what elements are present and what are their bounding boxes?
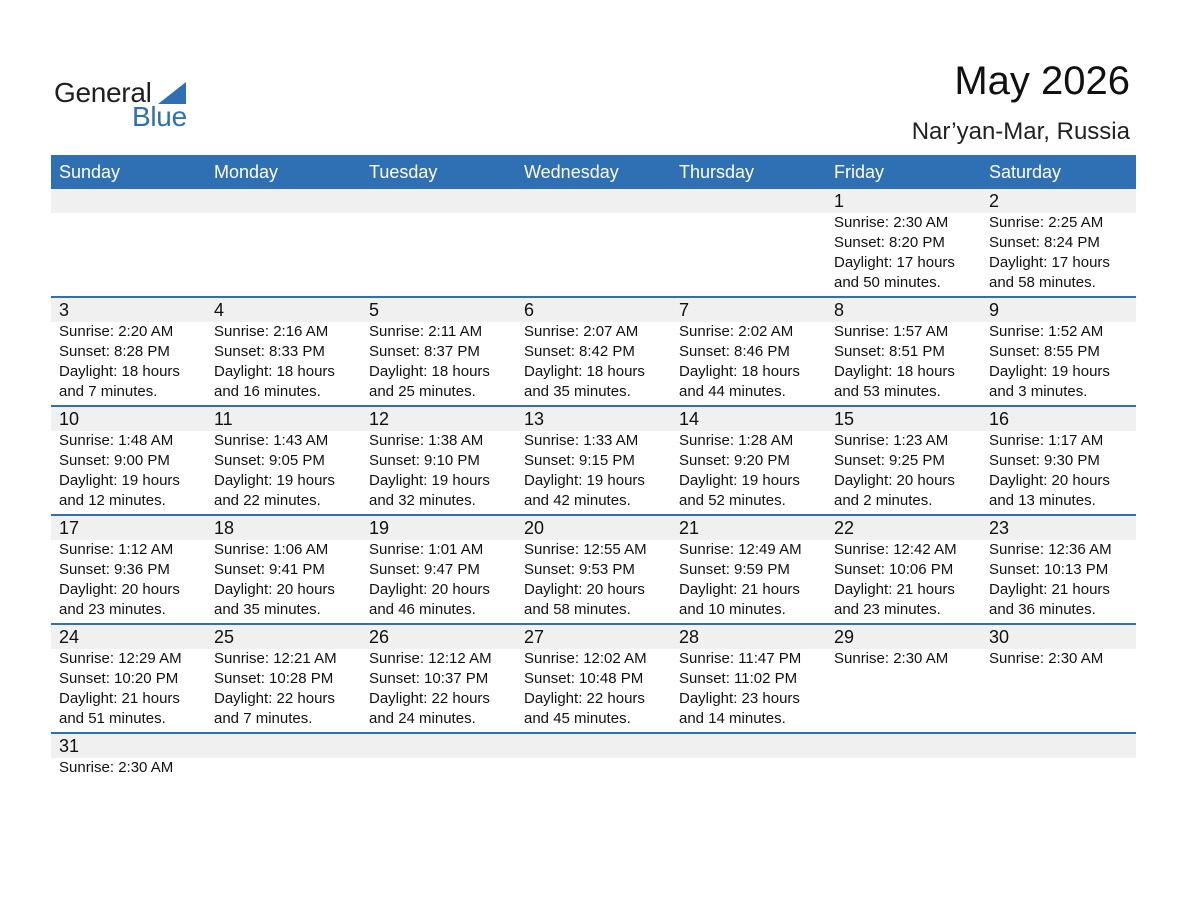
day-number: 17 [59, 518, 80, 538]
day-daylight2: and 23 minutes. [834, 601, 941, 618]
day-daylight2: and 7 minutes. [59, 383, 158, 400]
day-number [369, 189, 516, 213]
week-row [51, 298, 1136, 407]
logo-blue-text: Blue [132, 101, 187, 132]
day-sunset: Sunset: 9:59 PM [679, 561, 790, 578]
day-daylight2: and 35 minutes. [214, 601, 321, 618]
day-cell [516, 407, 671, 514]
day-cell [826, 625, 981, 732]
weekday-header [51, 155, 1136, 189]
day-daylight1: Daylight: 21 hours [834, 581, 955, 598]
day-sunrise: Sunrise: 12:42 AM [834, 541, 957, 558]
day-daylight1: Daylight: 19 hours [214, 472, 335, 489]
day-cell [981, 625, 1136, 732]
day-daylight2: and 51 minutes. [59, 710, 166, 727]
day-sunrise: Sunrise: 2:02 AM [679, 323, 794, 340]
day-number: 3 [59, 300, 70, 320]
day-daylight1: Daylight: 17 hours [834, 254, 955, 271]
day-sunset: Sunset: 8:42 PM [524, 343, 635, 360]
day-daylight2: and 3 minutes. [989, 383, 1088, 400]
day-daylight1: Daylight: 18 hours [524, 363, 645, 380]
day-sunset: Sunset: 8:20 PM [834, 234, 945, 251]
day-daylight1: Daylight: 19 hours [369, 472, 490, 489]
week-days [51, 298, 1136, 405]
day-daylight2: and 10 minutes. [679, 601, 786, 618]
day-number: 27 [524, 627, 545, 647]
day-cell [206, 734, 361, 843]
day-daylight1: Daylight: 18 hours [214, 363, 335, 380]
calendar [51, 155, 1136, 843]
day-daylight1: Daylight: 21 hours [59, 690, 180, 707]
day-sunset: Sunset: 8:24 PM [989, 234, 1100, 251]
day-number: 14 [679, 409, 700, 429]
day-daylight1: Daylight: 20 hours [524, 581, 645, 598]
day-cell [981, 734, 1136, 843]
day-cell [206, 189, 361, 296]
day-daylight1: Daylight: 23 hours [679, 690, 800, 707]
day-daylight2: and 2 minutes. [834, 492, 933, 509]
day-cell [361, 625, 516, 732]
day-cell [361, 298, 516, 405]
day-cell [671, 625, 826, 732]
day-sunset: Sunset: 8:37 PM [369, 343, 480, 360]
logo [54, 78, 194, 130]
day-cell [51, 298, 206, 405]
day-sunrise: Sunrise: 1:01 AM [369, 541, 484, 558]
day-number: 1 [834, 191, 845, 211]
day-cell [516, 516, 671, 623]
day-cell [981, 298, 1136, 405]
day-number [214, 189, 361, 213]
day-sunrise: Sunrise: 2:20 AM [59, 323, 174, 340]
day-daylight1: Daylight: 19 hours [59, 472, 180, 489]
day-daylight2: and 22 minutes. [214, 492, 321, 509]
day-daylight2: and 16 minutes. [214, 383, 321, 400]
day-number: 11 [214, 409, 233, 429]
day-daylight2: and 50 minutes. [834, 274, 941, 291]
day-daylight1: Daylight: 20 hours [59, 581, 180, 598]
day-daylight2: and 7 minutes. [214, 710, 313, 727]
day-cell [51, 625, 206, 732]
day-cell [826, 298, 981, 405]
day-cell [51, 734, 206, 843]
day-sunrise: Sunrise: 12:36 AM [989, 541, 1112, 558]
day-sunrise: Sunrise: 2:30 AM [834, 214, 949, 231]
day-daylight1: Daylight: 19 hours [524, 472, 645, 489]
day-sunrise: Sunrise: 12:55 AM [524, 541, 647, 558]
day-daylight2: and 23 minutes. [59, 601, 166, 618]
day-sunrise: Sunrise: 1:12 AM [59, 541, 174, 558]
day-cell [671, 189, 826, 296]
day-number [524, 734, 671, 758]
day-number: 22 [834, 518, 855, 538]
day-daylight1: Daylight: 17 hours [989, 254, 1110, 271]
week-days [51, 407, 1136, 514]
day-daylight2: and 35 minutes. [524, 383, 631, 400]
day-number: 29 [834, 627, 855, 647]
day-number: 7 [679, 300, 690, 320]
day-sunset: Sunset: 9:25 PM [834, 452, 945, 469]
week-row [51, 734, 1136, 843]
day-cell [981, 189, 1136, 296]
day-daylight2: and 53 minutes. [834, 383, 941, 400]
day-daylight2: and 24 minutes. [369, 710, 476, 727]
page-title: May 2026 [954, 59, 1130, 103]
day-sunrise: Sunrise: 2:16 AM [214, 323, 329, 340]
day-sunset: Sunset: 9:36 PM [59, 561, 170, 578]
day-daylight2: and 32 minutes. [369, 492, 476, 509]
day-sunset: Sunset: 9:00 PM [59, 452, 170, 469]
day-number: 21 [679, 518, 700, 538]
day-number: 15 [834, 409, 855, 429]
day-sunrise: Sunrise: 2:30 AM [834, 650, 949, 667]
day-cell [826, 516, 981, 623]
day-number: 26 [369, 627, 390, 647]
day-number [369, 734, 516, 758]
day-sunrise: Sunrise: 2:25 AM [989, 214, 1104, 231]
day-sunrise: Sunrise: 1:57 AM [834, 323, 949, 340]
day-daylight2: and 58 minutes. [524, 601, 631, 618]
day-daylight2: and 13 minutes. [989, 492, 1096, 509]
day-cell [206, 298, 361, 405]
day-sunrise: Sunrise: 1:17 AM [989, 432, 1104, 449]
day-cell [206, 516, 361, 623]
day-cell [516, 189, 671, 296]
day-daylight1: Daylight: 19 hours [989, 363, 1110, 380]
day-sunset: Sunset: 8:46 PM [679, 343, 790, 360]
day-number: 23 [989, 518, 1010, 538]
day-daylight1: Daylight: 21 hours [989, 581, 1110, 598]
day-daylight2: and 25 minutes. [369, 383, 476, 400]
day-daylight2: and 12 minutes. [59, 492, 166, 509]
day-cell [206, 625, 361, 732]
day-sunrise: Sunrise: 1:28 AM [679, 432, 794, 449]
day-cell [671, 298, 826, 405]
day-sunset: Sunset: 9:41 PM [214, 561, 325, 578]
day-number: 30 [989, 627, 1010, 647]
day-daylight2: and 45 minutes. [524, 710, 631, 727]
day-number: 8 [834, 300, 845, 320]
day-number [524, 189, 671, 213]
day-cell [51, 516, 206, 623]
day-daylight2: and 46 minutes. [369, 601, 476, 618]
day-number [989, 734, 1136, 758]
day-daylight1: Daylight: 18 hours [369, 363, 490, 380]
day-cell [361, 734, 516, 843]
weekday-tuesday: Tuesday [369, 162, 438, 182]
day-number: 5 [369, 300, 380, 320]
weekday-monday: Monday [214, 162, 279, 182]
day-number: 31 [59, 736, 80, 756]
day-sunrise: Sunrise: 2:30 AM [59, 759, 174, 776]
day-daylight1: Daylight: 20 hours [214, 581, 335, 598]
day-daylight1: Daylight: 22 hours [214, 690, 335, 707]
day-sunrise: Sunrise: 1:38 AM [369, 432, 484, 449]
week-days [51, 625, 1136, 732]
day-number: 25 [214, 627, 235, 647]
week-days [51, 516, 1136, 623]
day-number: 13 [524, 409, 545, 429]
day-number: 19 [369, 518, 390, 538]
week-row [51, 189, 1136, 298]
day-number: 28 [679, 627, 700, 647]
day-sunset: Sunset: 9:30 PM [989, 452, 1100, 469]
day-daylight1: Daylight: 21 hours [679, 581, 800, 598]
day-number: 18 [214, 518, 235, 538]
day-sunset: Sunset: 11:02 PM [679, 670, 798, 687]
day-sunset: Sunset: 9:05 PM [214, 452, 325, 469]
day-cell [981, 516, 1136, 623]
day-daylight2: and 52 minutes. [679, 492, 786, 509]
day-daylight1: Daylight: 22 hours [524, 690, 645, 707]
day-sunset: Sunset: 10:37 PM [369, 670, 489, 687]
day-sunrise: Sunrise: 11:47 PM [679, 650, 802, 667]
day-number [834, 734, 981, 758]
day-sunrise: Sunrise: 12:02 AM [524, 650, 647, 667]
day-cell [826, 734, 981, 843]
day-number: 4 [214, 300, 225, 320]
location-label: Nar’yan-Mar, Russia [911, 118, 1130, 145]
day-sunrise: Sunrise: 12:12 AM [369, 650, 492, 667]
day-sunrise: Sunrise: 1:52 AM [989, 323, 1104, 340]
day-sunset: Sunset: 8:55 PM [989, 343, 1100, 360]
day-cell [361, 189, 516, 296]
day-sunset: Sunset: 10:06 PM [834, 561, 954, 578]
day-sunset: Sunset: 9:47 PM [369, 561, 480, 578]
day-sunset: Sunset: 9:53 PM [524, 561, 635, 578]
day-daylight1: Daylight: 20 hours [369, 581, 490, 598]
day-cell [361, 407, 516, 514]
day-sunrise: Sunrise: 12:29 AM [59, 650, 182, 667]
day-cell [981, 407, 1136, 514]
day-number [214, 734, 361, 758]
day-sunrise: Sunrise: 2:07 AM [524, 323, 639, 340]
day-daylight1: Daylight: 19 hours [679, 472, 800, 489]
day-cell [516, 625, 671, 732]
day-sunset: Sunset: 9:15 PM [524, 452, 635, 469]
day-daylight2: and 36 minutes. [989, 601, 1096, 618]
day-number: 24 [59, 627, 80, 647]
day-cell [671, 734, 826, 843]
day-number: 16 [989, 409, 1010, 429]
day-daylight2: and 14 minutes. [679, 710, 786, 727]
logo-general-text: General [54, 77, 152, 108]
day-number: 6 [524, 300, 535, 320]
day-sunrise: Sunrise: 2:30 AM [989, 650, 1104, 667]
weekday-wednesday: Wednesday [524, 162, 619, 182]
weekday-thursday: Thursday [679, 162, 755, 182]
day-cell [51, 189, 206, 296]
week-row [51, 407, 1136, 516]
day-daylight1: Daylight: 18 hours [679, 363, 800, 380]
day-sunset: Sunset: 8:51 PM [834, 343, 945, 360]
day-cell [826, 189, 981, 296]
day-sunrise: Sunrise: 2:11 AM [369, 323, 483, 340]
day-sunset: Sunset: 9:10 PM [369, 452, 480, 469]
day-number: 12 [369, 409, 390, 429]
day-number: 2 [989, 191, 1000, 211]
day-sunrise: Sunrise: 12:49 AM [679, 541, 802, 558]
day-sunset: Sunset: 8:28 PM [59, 343, 170, 360]
day-number: 9 [989, 300, 1000, 320]
day-cell [826, 407, 981, 514]
day-cell [51, 407, 206, 514]
day-sunset: Sunset: 10:48 PM [524, 670, 644, 687]
day-cell [516, 734, 671, 843]
week-days [51, 189, 1136, 296]
day-sunset: Sunset: 9:20 PM [679, 452, 790, 469]
day-sunrise: Sunrise: 1:06 AM [214, 541, 329, 558]
day-daylight1: Daylight: 20 hours [834, 472, 955, 489]
day-cell [671, 516, 826, 623]
day-number [679, 189, 826, 213]
day-daylight1: Daylight: 18 hours [834, 363, 955, 380]
weekday-saturday: Saturday [989, 162, 1062, 182]
day-daylight2: and 42 minutes. [524, 492, 631, 509]
week-days [51, 734, 1136, 843]
weekday-friday: Friday [834, 162, 885, 182]
day-daylight1: Daylight: 20 hours [989, 472, 1110, 489]
day-sunrise: Sunrise: 1:43 AM [214, 432, 329, 449]
day-cell [361, 516, 516, 623]
day-number [59, 189, 206, 213]
day-number [679, 734, 826, 758]
day-sunset: Sunset: 10:20 PM [59, 670, 179, 687]
day-number: 10 [59, 409, 80, 429]
week-row [51, 625, 1136, 734]
day-cell [206, 407, 361, 514]
day-cell [516, 298, 671, 405]
day-daylight1: Daylight: 22 hours [369, 690, 490, 707]
day-number: 20 [524, 518, 545, 538]
day-cell [671, 407, 826, 514]
day-sunrise: Sunrise: 12:21 AM [214, 650, 337, 667]
weekday-sunday: Sunday [59, 162, 121, 182]
day-sunrise: Sunrise: 1:23 AM [834, 432, 949, 449]
day-sunrise: Sunrise: 1:48 AM [59, 432, 174, 449]
day-sunset: Sunset: 10:28 PM [214, 670, 334, 687]
week-row [51, 516, 1136, 625]
day-sunset: Sunset: 8:33 PM [214, 343, 325, 360]
day-sunset: Sunset: 10:13 PM [989, 561, 1109, 578]
day-daylight2: and 44 minutes. [679, 383, 786, 400]
day-daylight2: and 58 minutes. [989, 274, 1096, 291]
weeks-container [51, 189, 1136, 843]
day-sunrise: Sunrise: 1:33 AM [524, 432, 639, 449]
day-daylight1: Daylight: 18 hours [59, 363, 180, 380]
